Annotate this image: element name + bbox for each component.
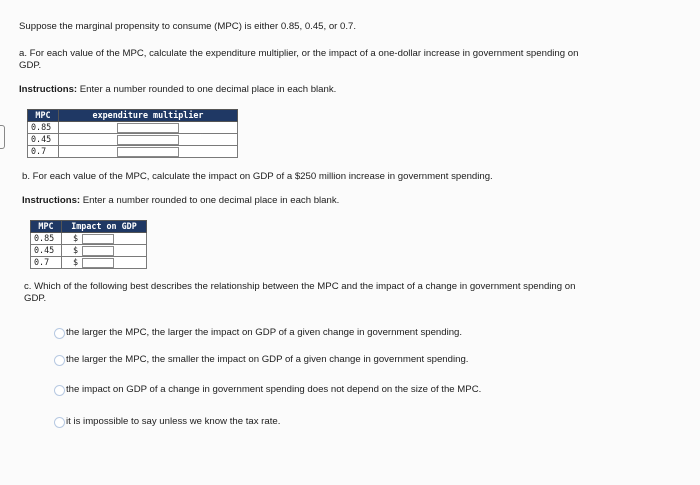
table-row — [31, 245, 147, 257]
part-a-prompt-line1: a. For each value of the MPC, calculate the expenditure multiplier, or the impact of a one-dollar increase in government spending on — [19, 48, 579, 59]
part-b-prompt: b. For each value of the MPC, calculate the impact on GDP of a $250 million increase in government spending. — [22, 171, 493, 182]
instructions-text: Enter a number rounded to one decimal place in each blank. — [77, 84, 337, 95]
part-a-prompt-line2: GDP. — [19, 60, 42, 71]
impact-input-3[interactable] — [82, 258, 114, 268]
mpc-value: 0.85 — [28, 122, 59, 134]
left-bracket-decoration — [0, 125, 5, 149]
part-b-instructions — [22, 195, 339, 207]
mpc-value: 0.7 — [28, 146, 59, 158]
table-row — [31, 233, 147, 245]
multiplier-input-1[interactable] — [117, 123, 179, 133]
option-3-radio[interactable] — [54, 385, 65, 396]
instructions-label: Instructions: — [22, 195, 81, 206]
option-2-radio[interactable] — [54, 355, 65, 366]
impact-on-gdp-table — [30, 220, 147, 269]
option-4-radio[interactable] — [54, 417, 65, 428]
option-1-label[interactable]: the larger the MPC, the larger the impact on GDP of a given change in government spending. — [66, 327, 463, 338]
dollar-sign: $ — [73, 257, 79, 267]
table-row — [28, 146, 238, 158]
col-header-impact-on-gdp: Impact on GDP — [62, 221, 147, 233]
part-c-prompt-line2: GDP. — [24, 293, 47, 304]
expenditure-multiplier-table — [27, 109, 238, 158]
col-header-expenditure-multiplier: expenditure multiplier — [59, 110, 238, 122]
part-c-prompt-line1: c. Which of the following best describes the relationship between the MPC and the impact of a change in government spending on — [24, 281, 576, 292]
impact-input-1[interactable] — [82, 234, 114, 244]
option-4-label[interactable]: it is impossible to say unless we know the tax rate. — [66, 416, 281, 427]
table-row — [31, 257, 147, 269]
multiplier-input-3[interactable] — [117, 147, 179, 157]
option-3-label[interactable]: the impact on GDP of a change in government spending does not depend on the size of the MPC. — [66, 384, 482, 395]
mpc-value: 0.7 — [31, 257, 62, 269]
mpc-value: 0.45 — [31, 245, 62, 257]
multiplier-input-2[interactable] — [117, 135, 179, 145]
option-2-label[interactable]: the larger the MPC, the smaller the impact on GDP of a given change in government spending. — [66, 354, 469, 365]
table-row — [28, 122, 238, 134]
option-1-radio[interactable] — [54, 328, 65, 339]
col-header-mpc: MPC — [28, 110, 59, 122]
instructions-label: Instructions: — [19, 84, 78, 95]
table-row — [28, 134, 238, 146]
dollar-sign: $ — [73, 245, 79, 255]
part-a-instructions — [19, 84, 336, 96]
impact-input-2[interactable] — [82, 246, 114, 256]
dollar-sign: $ — [73, 233, 79, 243]
mpc-value: 0.45 — [28, 134, 59, 146]
question-text: Suppose the marginal propensity to consume (MPC) is either 0.85, 0.45, or 0.7. — [19, 21, 357, 32]
col-header-mpc: MPC — [31, 221, 62, 233]
instructions-text: Enter a number rounded to one decimal place in each blank. — [80, 195, 340, 206]
mpc-value: 0.85 — [31, 233, 62, 245]
